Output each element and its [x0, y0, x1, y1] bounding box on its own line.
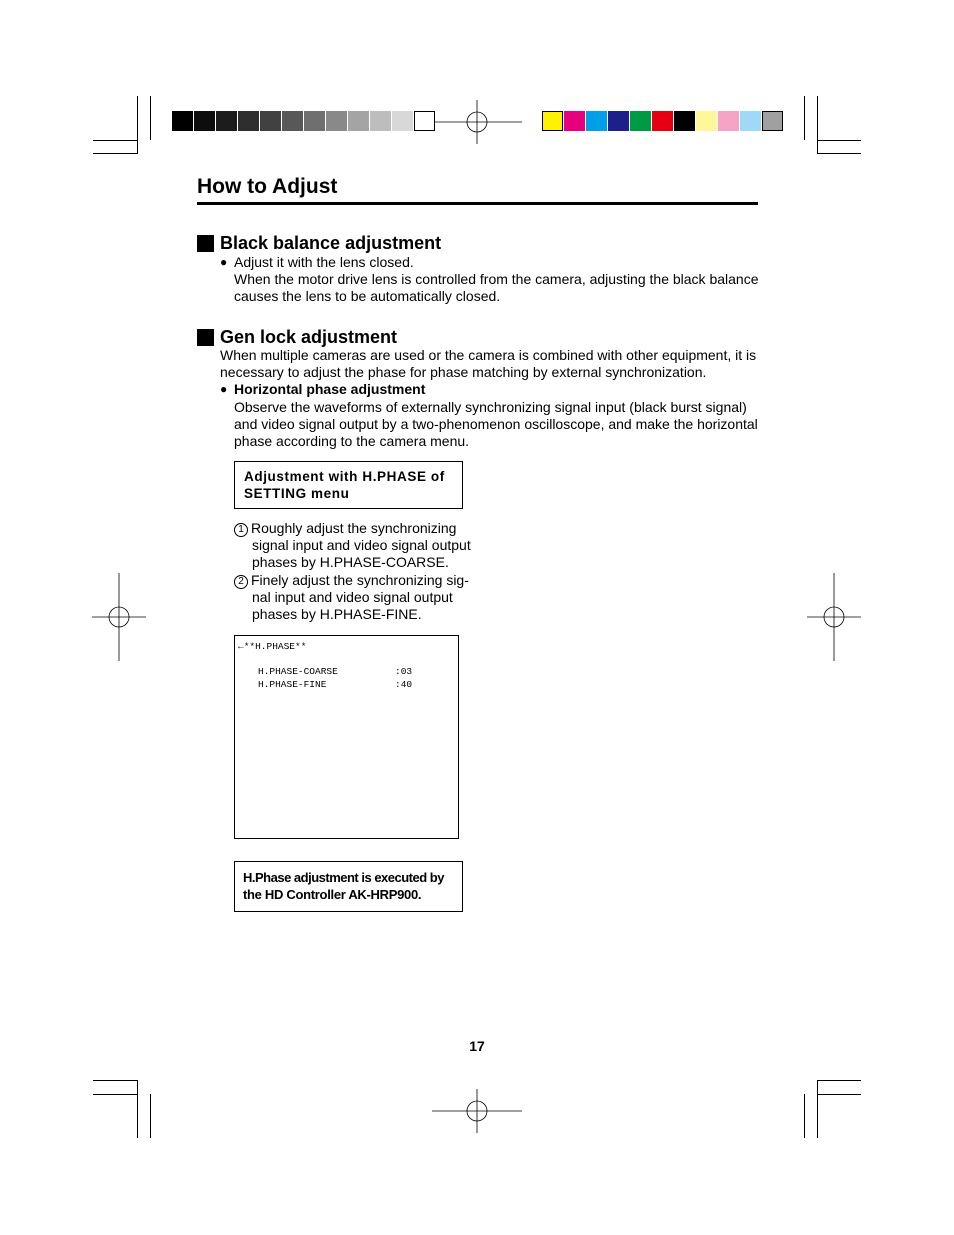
color-swatch: [608, 111, 629, 131]
h-phase-menu-screen: [234, 635, 459, 839]
step-2-line-2: nal input and video signal output: [252, 589, 453, 605]
horizontal-phase-desc-line-1: Observe the waveforms of externally synchronizing signal input (black burst signal): [234, 399, 747, 415]
step-2: [234, 572, 469, 589]
title-underline: [197, 202, 758, 205]
setting-box-line-2: SETTING menu: [244, 486, 350, 501]
page-title: How to Adjust: [197, 175, 338, 198]
horizontal-phase-heading: Horizontal phase adjustment: [234, 381, 426, 397]
color-swatch: [652, 111, 673, 131]
color-swatch: [194, 111, 215, 131]
color-swatch: [696, 111, 717, 131]
registration-mark-left-icon: [92, 573, 146, 661]
color-swatch: [586, 111, 607, 131]
menu-row-label: H.PHASE-FINE: [258, 679, 327, 690]
color-swatch: [282, 111, 303, 131]
setting-box-line-1: Adjustment with H.PHASE of: [244, 469, 445, 484]
black-balance-heading-text: Black balance adjustment: [220, 233, 442, 253]
black-balance-line-3: causes the lens to be automatically closed.: [234, 288, 501, 304]
step-2-line-3: phases by H.PHASE-FINE.: [252, 606, 422, 622]
bullet-icon: ●: [220, 255, 228, 269]
color-swatch: [370, 111, 391, 131]
step-number-badge: 2: [234, 575, 248, 589]
gen-lock-intro-line-1: When multiple cameras are used or the camera is combined with other equipment, it is: [220, 347, 757, 363]
step-1-line-1: Roughly adjust the synchronizing: [251, 520, 457, 536]
color-swatch: [630, 111, 651, 131]
color-swatch: [762, 111, 783, 131]
step-number-badge: 1: [234, 523, 248, 537]
color-swatch: [238, 111, 259, 131]
black-balance-line-2: When the motor drive lens is controlled from the camera, adjusting the black balance: [234, 271, 759, 287]
black-balance-line-1: Adjust it with the lens closed.: [234, 254, 414, 270]
section-heading-black-balance: [197, 233, 441, 254]
menu-row-label: H.PHASE-COARSE: [258, 666, 338, 677]
menu-row-value: :03: [395, 666, 413, 677]
color-swatch: [740, 111, 761, 131]
horizontal-phase-desc-line-2: and video signal output by a two-phenomenon oscilloscope, and make the horizontal: [234, 416, 758, 432]
color-swatch: [542, 111, 563, 131]
color-swatch: [674, 111, 695, 131]
step-1-line-3: phases by H.PHASE-COARSE.: [252, 554, 449, 570]
note-line-1: H.Phase adjustment is executed by: [243, 870, 444, 885]
square-bullet-icon: [197, 235, 214, 252]
registration-mark-top-icon: [432, 100, 522, 144]
gen-lock-heading-text: Gen lock adjustment: [220, 327, 398, 347]
color-swatch: [348, 111, 369, 131]
step-1: [234, 520, 456, 537]
controller-note-callout: [234, 861, 463, 912]
gen-lock-intro-line-2: necessary to adjust the phase for phase matching by external synchronization.: [220, 364, 707, 380]
registration-mark-bottom-icon: [432, 1089, 522, 1133]
color-swatch: [392, 111, 413, 131]
note-line-2: the HD Controller AK-HRP900.: [243, 887, 422, 902]
step-1-line-2: signal input and video signal output: [252, 537, 471, 553]
bullet-icon: ●: [220, 382, 228, 396]
step-2-line-1: Finely adjust the synchronizing sig-: [251, 572, 469, 588]
color-swatch: [172, 111, 193, 131]
registration-mark-right-icon: [807, 573, 861, 661]
menu-row-value: :40: [395, 679, 413, 690]
horizontal-phase-desc-line-3: phase according to the camera menu.: [234, 433, 470, 449]
square-bullet-icon: [197, 329, 214, 346]
page-number: 17: [469, 1038, 485, 1054]
color-swatch: [718, 111, 739, 131]
section-heading-gen-lock: [197, 327, 397, 348]
color-swatch: [260, 111, 281, 131]
color-swatch: [216, 111, 237, 131]
color-swatch: [414, 111, 435, 131]
color-swatch: [304, 111, 325, 131]
color-swatch: [564, 111, 585, 131]
setting-menu-callout: [234, 461, 463, 509]
color-swatch: [326, 111, 347, 131]
menu-title: ←**H.PHASE**: [238, 641, 307, 652]
